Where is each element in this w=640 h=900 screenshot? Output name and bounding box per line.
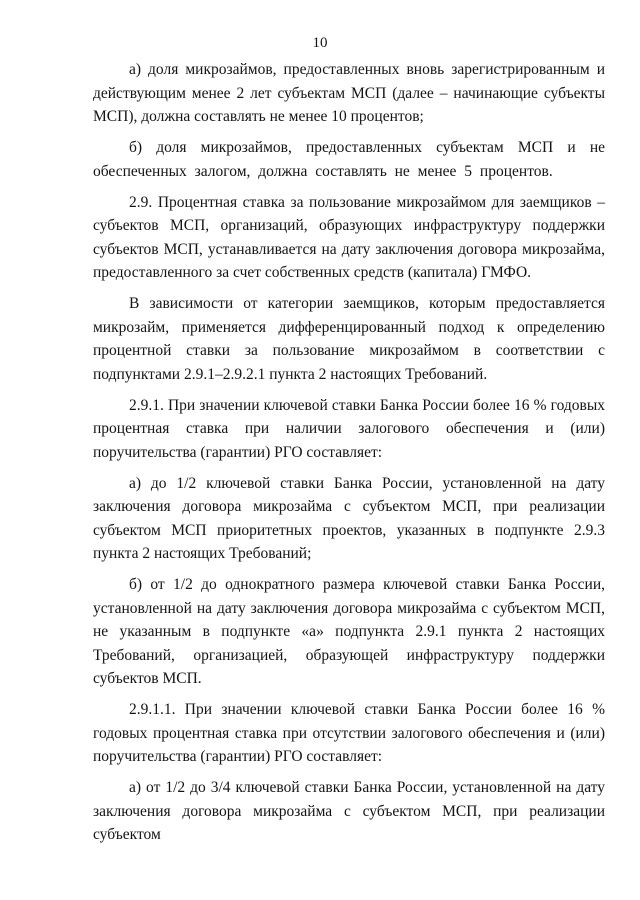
paragraph-2-9-1-a: а) до 1/2 ключевой ставки Банка России, установленной на дату заключения договора микрозайма с субъектом МСП, при реализации субъектом МСП приоритетных проектов, указанных в подпункте 2.9.3 пункта 2 настоящих Требований; [93, 474, 605, 562]
paragraph-2-8-a: а) доля микрозаймов, предоставленных вновь зарегистрированным и действующим менее 2 лет субъектам МСП (далее – начинающие субъекты МСП), должна составлять не менее 10 процентов; [93, 61, 605, 125]
paragraph-2-9-1-b: б) от 1/2 до однократного размера ключевой ставки Банка России, установленной на дату заключения договора микрозайма с субъектом МСП, не указанным в подпункте «а» подпункта 2.9.1 пункта 2 настоящих Требований, организацией, образующей инфраструктуру поддержки субъектов МСП. [93, 576, 605, 687]
page-number: 10 [312, 35, 328, 51]
paragraph-2-9: 2.9. Процентная ставка за пользование микрозаймом для заемщиков – субъектов МСП, организаций, образующих инфраструктуру поддержки субъектов МСП, устанавливается на дату заключения договора микрозайма, предоставленного за счет собственных средств (капитала) ГМФО. [93, 193, 605, 281]
paragraph-2-8-b: б) доля микрозаймов, предоставленных субъектам МСП и не обеспеченных залогом, должна составлять не менее 5 процентов. [93, 139, 605, 180]
paragraph-2-9-1: 2.9.1. При значении ключевой ставки Банка России более 16 % годовых процентная ставка при наличии залогового обеспечения и (или) поручительства (гарантии) РГО составляет: [93, 396, 605, 461]
paragraph-differentiated-approach: В зависимости от категории заемщиков, которым предоставляется микрозайм, применяется дифференцированный подход к определению процентной ставки за пользование микрозаймом в соответствии с подпунктами 2.9.1–2.9.2.1 пункта 2 настоящих Требований. [93, 295, 605, 383]
paragraph-2-9-1-1: 2.9.1.1. При значении ключевой ставки Банка России более 16 % годовых процентная ставка при отсутствии залогового обеспечения и (или) поручительства (гарантии) РГО составляет: [93, 701, 605, 765]
paragraph-2-9-1-1-a: а) от 1/2 до 3/4 ключевой ставки Банка России, установленной на дату заключения договора микрозайма с субъектом МСП, при реализации субъектом [93, 779, 605, 843]
document-body [93, 58, 605, 854]
